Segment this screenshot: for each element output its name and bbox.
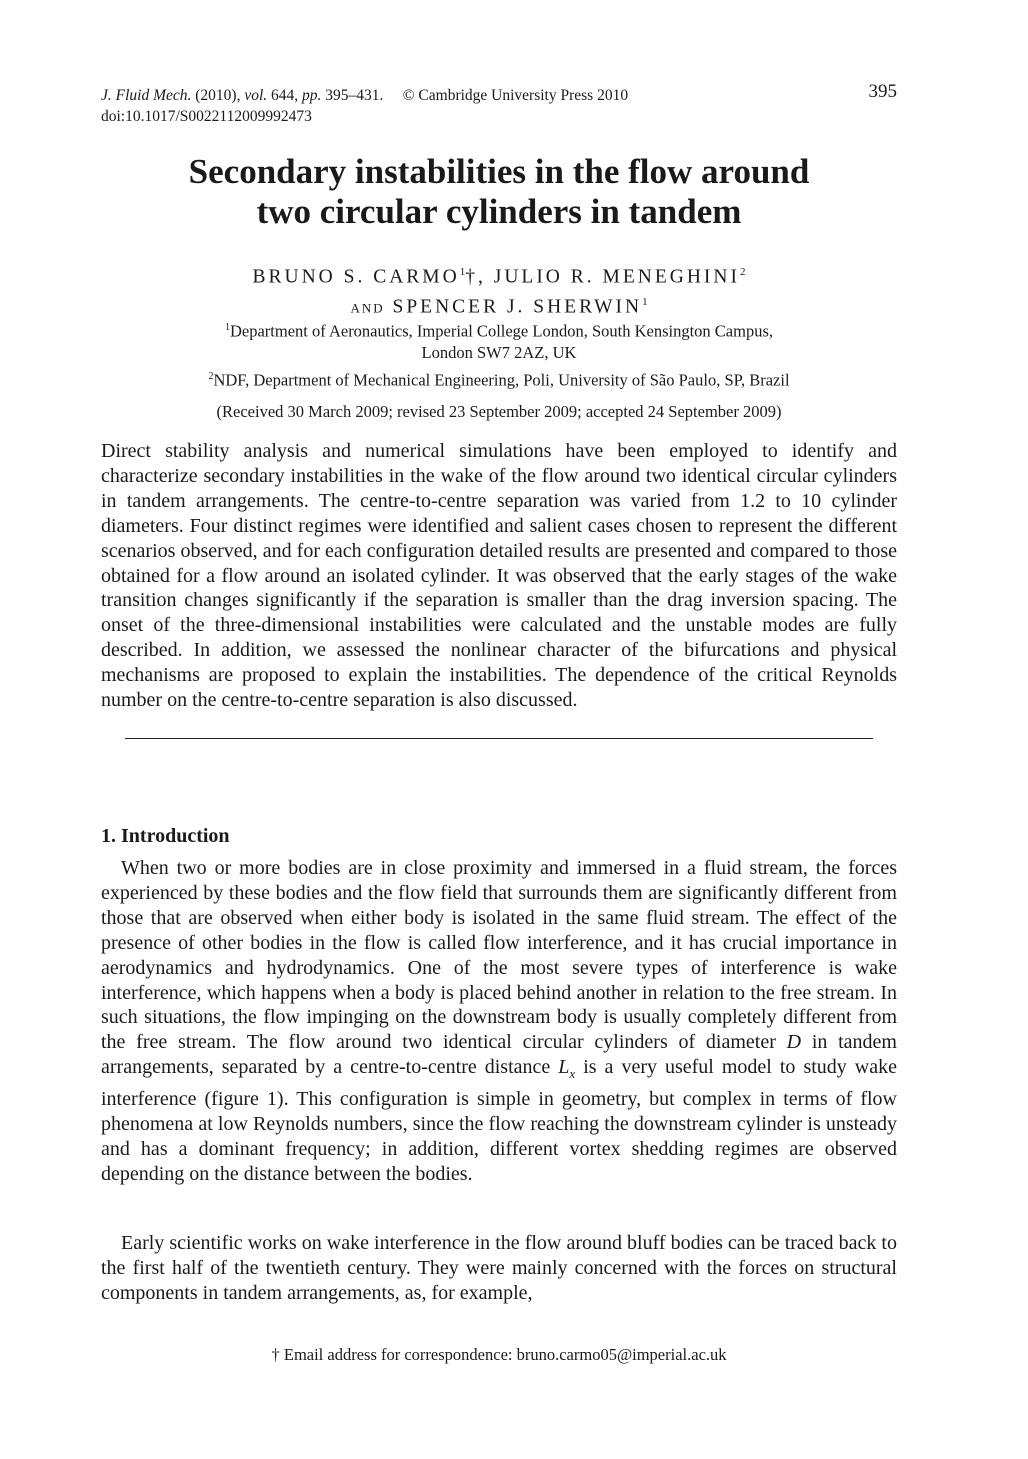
symbol-L: L — [558, 1056, 570, 1079]
section-heading: 1. Introduction — [101, 825, 230, 847]
symbol-D: D — [786, 1031, 802, 1054]
citation-line — [101, 85, 628, 106]
paper-title — [100, 152, 898, 232]
affiliation-2-text: NDF, Department of Mechanical Engineering, Poli, University of São Paulo, SP, Brazil — [213, 370, 790, 390]
doi: doi:10.1017/S0022112009992473 — [101, 108, 312, 125]
running-header — [101, 85, 628, 127]
page-range: 395–431. — [325, 87, 384, 104]
volume-label: vol. — [244, 87, 268, 104]
author-list — [100, 260, 898, 320]
author-1-affiliation: 1 — [459, 266, 466, 278]
journal-year: (2010), — [195, 87, 241, 104]
author-2-affiliation: 2 — [740, 266, 746, 278]
title-line-2: two circular cylinders in tandem — [256, 192, 742, 231]
affiliation-1-text: Department of Aeronautics, Imperial College London, South Kensington Campus, — [229, 321, 774, 341]
author-line-2 — [100, 290, 898, 321]
author-3-name: SPENCER J. SHERWIN — [392, 296, 643, 317]
author-line-1 — [100, 260, 898, 290]
journal-name: J. Fluid Mech. — [101, 87, 192, 104]
symbol-L-subscript: x — [569, 1066, 576, 1082]
paragraph-1 — [101, 856, 897, 1187]
footnote-mark: † — [271, 1345, 280, 1364]
affiliation-2-marker: 2 — [208, 371, 214, 382]
paragraph-2 — [101, 1231, 897, 1306]
footnote — [100, 1345, 898, 1365]
title-line-1: Secondary instabilities in the flow around — [188, 152, 810, 191]
volume-number: 644, — [271, 87, 299, 104]
pages-label: pp. — [302, 87, 322, 104]
and-word: AND — [350, 300, 385, 315]
affiliation-1-marker: 1 — [224, 322, 230, 333]
affiliation-1-line-2: London SW7 2AZ, UK — [421, 342, 577, 362]
author-1-correspondence-mark: †, — [465, 266, 486, 288]
page-number: 395 — [868, 81, 897, 102]
author-2-name: JULIO R. MENEGHINI — [493, 266, 741, 288]
author-3-affiliation: 1 — [642, 295, 648, 308]
abstract-divider — [125, 738, 873, 739]
author-1-name: BRUNO S. CARMO — [252, 266, 460, 288]
copyright-notice: © Cambridge University Press 2010 — [402, 87, 629, 104]
affiliation-2 — [100, 366, 898, 391]
paragraph-1-part-b: in tandem arrangements, separated by a centre-to-centre distance — [101, 1031, 897, 1079]
abstract: Direct stability analysis and numerical simulations have been employed to identify and characterize secondary instabilities in the wake of the flow around two identical circular cylinders in tandem arrangements. The centre-to-centre separation was varied from 1.2 to 10 cylinder diameters. Four distinct regimes were identified and salient cases chosen to represent the different scenarios observed, and for each configuration detailed results are presented and compared to those obtained for a flow around an isolated cylinder. It was observed that the early stages of the wake transition changes significantly if the separation is smaller than the drag inversion spacing. The onset of the three-dimensional instabilities were calculated and the unstable modes are fully described. In addition, we assessed the nonlinear character of the bifurcations and physical mechanisms are proposed to explain the instabilities. The dependence of the critical Reynolds number on the centre-to-centre separation is also discussed. — [101, 440, 897, 712]
paragraph-1-part-a: When two or more bodies are in close proximity and immersed in a fluid stream, the forces experienced by these bodies and the flow field that surrounds them are significantly different from those that are observed when either body is isolated in the same fluid stream. The effect of the presence of other bodies in the flow is called flow interference, and it has crucial importance in aerodynamics and hydrodynamics. One of the most severe types of interference is wake interference, which happens when a body is placed behind another in relation to the free stream. In such situations, the flow impinging on the downstream body is usually completely different from the free stream. The flow around two identical circular cylinders of diameter — [101, 857, 897, 1054]
received-dates: (Received 30 March 2009; revised 23 September 2009; accepted 24 September 2009) — [216, 402, 782, 421]
footnote-text: Email address for correspondence: bruno.carmo05@imperial.ac.uk — [283, 1345, 727, 1364]
paragraph-2-text: Early scientific works on wake interference in the flow around bluff bodies can be traced back to the first half of the twentieth century. They were mainly concerned with the forces on structural components in tandem arrangements, as, for example, — [101, 1232, 897, 1304]
affiliation-1 — [100, 317, 898, 363]
paragraph-1-part-c: is a very useful model to study wake interference (figure 1). This configuration is simple in geometry, but complex in terms of flow phenomena at low Reynolds numbers, since the flow reaching the downstream cylinder is unsteady and has a dominant frequency; in addition, different vortex shedding regimes are observed depending on the distance between the bodies. — [101, 1056, 897, 1185]
affiliation-1-line-1 — [100, 317, 898, 342]
